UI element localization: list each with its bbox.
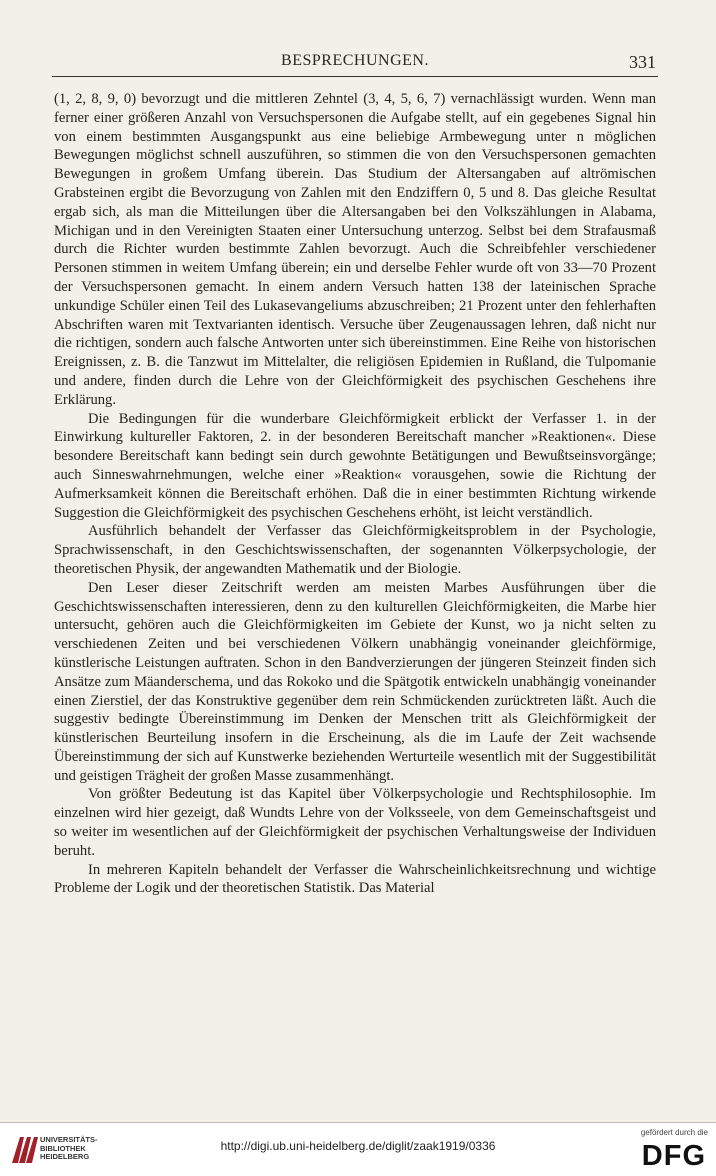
dfg-logo[interactable]: DFG bbox=[641, 1140, 706, 1172]
paragraph-3: Ausführlich behandelt der Verfasser das Gleichförmigkeitsproblem in der Psychologie, Sprachwissenschaft, in den Geschichtswissenschaften, der sogenannten Völkerpsychologie, der theoretischen Physik, der angewandten Mathematik und der Biologie. bbox=[54, 523, 656, 577]
permalink-url[interactable]: http://digi.ub.uni-heidelberg.de/diglit/zaak1919/0336 bbox=[220, 1139, 496, 1153]
running-title: BESPRECHUNGEN. bbox=[281, 52, 429, 69]
article-body bbox=[54, 90, 656, 898]
funded-by-label: gefördert durch die bbox=[640, 1128, 708, 1137]
viewer-footer bbox=[0, 1122, 716, 1176]
paragraph-5: Von größter Bedeutung ist das Kapitel über Völkerpsychologie und Rechtsphilosophie. Im einzelnen wird hier gezeigt, daß Wundts Lehre von der Volksseele, von dem Gemeinschaftsgeist und so weiter im wesentlichen auf der Gleichförmigkeit der psychischen Verhaltungsweise der Individuen beruht. bbox=[54, 786, 656, 859]
paragraph-6: In mehreren Kapiteln behandelt der Verfasser die Wahrscheinlichkeitsrechnung und wichtige Probleme der Logik und der theoretischen Statistik. Das Material bbox=[54, 861, 656, 897]
page-number: 331 bbox=[629, 52, 656, 72]
library-name-line2: BIBLIOTHEK bbox=[40, 1143, 86, 1153]
header-rule bbox=[52, 76, 658, 77]
paragraph-4: Den Leser dieser Zeitschrift werden am meisten Marbes Ausführungen über die Geschichtswissenschaften interessieren, denn zu den kulturellen Gleichförmigkeiten, die Marbe hier untersucht, gehören auch die Gleichförmigkeiten im Gebiete der Kunst, wo ja nicht selten zu verschiedenen Zeiten und bei verschiedenen Völkern unabhängig voneinander gleichförmige, künstlerische Leistungen auftraten. Schon in den Bandverzierungen der jüngeren Steinzeit finden sich Ansätze zum Mäanderschema, und das Rokoko und die Spätgotik entwickeln unabhängig voneinander einen Zierstiel, der das Konstruktive gegenüber dem rein Schmückenden zurücktreten läßt. Auch die suggestiv bedingte Übereinstimmung im Denken der Menschen tritt als Gleichförmigkeit der künstlerischen Beurteilung insofern in die Erscheinung, als die im Laufe der Zeit wachsende Übereinstimmung der sich auf Kunstwerke beziehenden Werturteile wesentlich mit der Suggestibilität und geistigen Trägheit der großen Masse zusammenhängt. bbox=[54, 579, 656, 784]
paragraph-2: Die Bedingungen für die wunderbare Gleichförmigkeit erblickt der Verfasser 1. in der Einwirkung kultureller Faktoren, 2. in der besonderen Bereitschaft mancher »Reaktionen«. Diese besondere Bereitschaft kann bedingt sein durch gewohnte Betätigungen und Bewußtseinsvorgänge; auch Sinneswahrnehmungen, welche einer »Reaktion« vorausgehen, sowie die Richtung der Aufmerksamkeit können die Bereitschaft erhöhen. Daß die in einer bestimmten Richtung wirkende Suggestion die Gleichförmigkeit des psychischen Geschehens erhöht, ist leicht verständlich. bbox=[54, 410, 656, 521]
library-name-line1: UNIVERSITÄTS- bbox=[40, 1135, 98, 1144]
paragraph-1: (1, 2, 8, 9, 0) bevorzugt und die mittleren Zehntel (3, 4, 5, 6, 7) vernachlässigt wurden. Wenn man ferner einer größeren Anzahl von Versuchspersonen die Aufgabe stellt, auf ein gegebenes Signal hin von einem bestimmten Ausgangspunkt aus eine beliebige Armbewegung unter n möglichen Bewegungen möglichst schnell auszuführen, so stimmen die von den Versuchspersonen gemachten Bewegungen in großem Umfang überein. Das Studium der Altersangaben auf altrömischen Grabsteinen ergibt die Bevorzugung von Zahlen mit den Endziffern 0, 5 und 8. Das gleiche Resultat ergab sich, als man die Mitteilungen über die Altersangaben bei den Volkszählungen in Alabama, Michigan und in den Vereinigten Staaten einer Untersuchung unterzog. Selbst bei dem Strafausmaß durch die Richter wurden bestimmte Zahlen bevorzugt. Auch die Schreibfehler verschiedener Personen stimmen in weitem Umfang überein; ein und derselbe Fehler wurde oft von 33—70 Prozent der Versuchspersonen gemacht. In einem andern Versuch hatten 138 der lateinischen Sprache unkundige Schüler einen Teil des Lukasevangeliums abzuschreiben; 21 Prozent unter den fehlerhaften Abschriften waren mit Textvarianten identisch. Versuche über Zeugenaussagen lehren, daß nicht nur die richtigen, sondern auch falsche Antworten unter sich übereinstimmen. Eine Reihe von historischen Ereignissen, z. B. die Tanzwut im Mittelalter, die religiösen Epidemien in Rußland, die Tulpomanie und andere, finden durch die Lehre von der Gleichförmigkeit des psychischen Geschehens ihre Erklärung. bbox=[54, 91, 656, 408]
library-name-line3: HEIDELBERG bbox=[40, 1152, 90, 1161]
running-header bbox=[52, 52, 658, 78]
